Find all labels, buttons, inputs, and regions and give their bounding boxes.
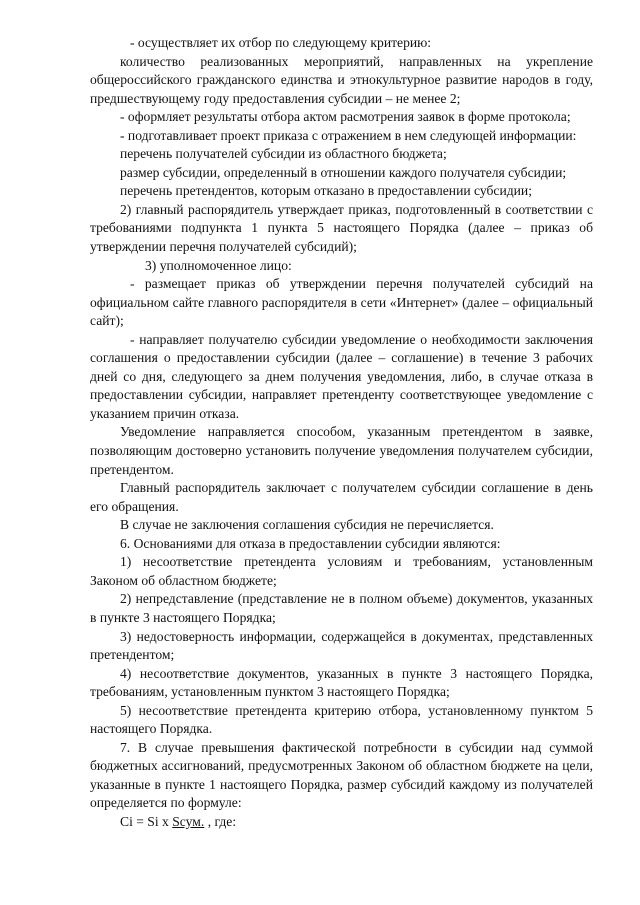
paragraph: 6. Основаниями для отказа в предоставлении субсидии являются: bbox=[120, 535, 501, 551]
document-page bbox=[90, 34, 593, 832]
paragraph: перечень получателей субсидии из областного бюджета; bbox=[120, 146, 447, 162]
paragraph: 5) несоответствие претендента критерию отбора, установленному пунктом 5 настоящего Порядка. bbox=[90, 702, 593, 737]
paragraph: 2) главный распорядитель утверждает приказ, подготовленный в соответствии с требованиями подпункта 1 пункта 5 настоящего Порядка (далее – приказ об утверждении перечня получателей субсидий); bbox=[90, 201, 593, 255]
paragraph: 3) недостоверность информации, содержащейся в документах, представленных претендентом; bbox=[90, 628, 593, 663]
paragraph: Главный распорядитель заключает с получателем субсидии соглашение в день его обращения. bbox=[90, 480, 593, 514]
paragraph: 7. В случае превышения фактической потребности в субсидии над суммой бюджетных ассигнований, предусмотренных Законом об областном бюджете на цели, указанные в пункте 1 настоящего Порядка, размер субсидий каждому из получателей определяется по формуле: bbox=[90, 739, 593, 811]
paragraph: 1) несоответствие претендента условиям и требованиям, установленным Законом об областном бюджете; bbox=[90, 554, 593, 588]
paragraph: перечень претендентов, которым отказано в предоставлении субсидии; bbox=[120, 183, 532, 199]
paragraph: - оформляет результаты отбора актом расмотрения заявок в форме протокола; bbox=[120, 109, 571, 125]
paragraph: 4) несоответствие документов, указанных в пункте 3 настоящего Порядка, требованиям, установленным пунктом 3 настоящего Порядка; bbox=[90, 665, 593, 700]
formula-denominator: Sсум. bbox=[172, 813, 205, 829]
paragraph: 3) уполномоченное лицо: bbox=[145, 257, 292, 273]
paragraph: 2) непредставление (представление не в полном объеме) документов, указанных в пункте 3 настоящего Порядка; bbox=[90, 591, 593, 625]
formula-trail: , где: bbox=[204, 813, 237, 829]
paragraph: - осуществляет их отбор по следующему критерию: bbox=[130, 35, 432, 50]
paragraph: - размещает приказ об утверждении перечня получателей субсидий на официальном сайте главного распорядителя в сети «Интернет» (далее – официальный сайт); bbox=[90, 276, 593, 329]
formula-lhs: Ci = Si x bbox=[120, 813, 173, 829]
paragraph: - направляет получателю субсидии уведомление о необходимости заключения соглашения о предоставлении субсидии (далее – соглашение) в течение 3 рабочих дней со дня, следующего за днем получения уведомления, либо, в случае отказа в предоставлении субсидии, направляет претенденту соответствующее уведомление с указанием причин отказа. bbox=[90, 331, 593, 421]
paragraph: размер субсидии, определенный в отношении каждого получателя субсидии; bbox=[120, 164, 567, 180]
paragraph: количество реализованных мероприятий, направленных на укрепление общероссийского гражданского единства и этнокультурное развитие народов в году, предшествующему году предоставления субсидии – не менее 2; bbox=[90, 53, 593, 106]
paragraph: Уведомление направляется способом, указанным претендентом в заявке, позволяющим достоверно установить получение уведомления получателем субсидии, претендентом. bbox=[90, 424, 593, 477]
paragraph: - подготавливает проект приказа с отражением в нем следующей информации: bbox=[120, 127, 577, 143]
formula bbox=[90, 813, 593, 832]
paragraph: В случае не заключения соглашения субсидия не перечисляется. bbox=[120, 517, 494, 533]
